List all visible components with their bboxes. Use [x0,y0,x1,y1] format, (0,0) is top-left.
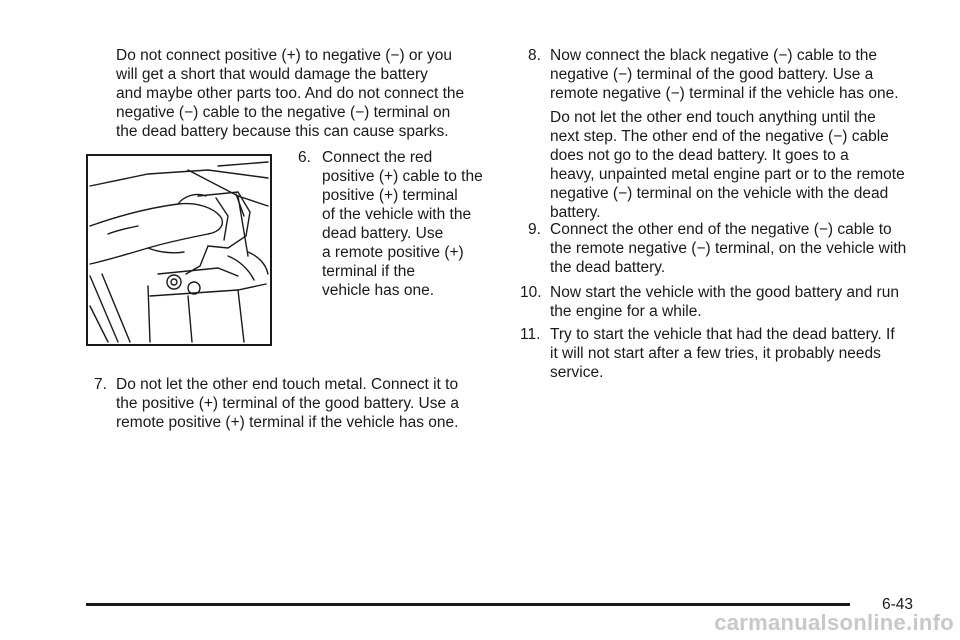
step-text [550,220,928,277]
battery-cable-connection-icon [88,156,270,344]
step-line: the dead battery. [550,259,666,276]
intro-line: negative (−) cable to the negative (−) terminal on [116,104,451,121]
step-line: it will not start after a few tries, it probably needs [550,345,881,362]
intro-line: and maybe other parts too. And do not connect the [116,85,465,102]
step-text [322,148,498,300]
step-8-note [550,108,930,222]
step-line: Now connect the black negative (−) cable to the [550,47,877,64]
note-line: Do not let the other end touch anything until the [550,109,876,126]
note-line: negative (−) terminal on the vehicle with the dead [550,185,889,202]
step-line: Connect the red [322,149,433,166]
step-text [550,46,928,103]
step-number: 11. [520,326,541,343]
step-number: 10. [520,284,542,301]
footer-rule [86,603,850,606]
step-line: Do not let the other end touch metal. Connect it to [116,376,459,393]
step-text [550,283,930,321]
step-number: 6. [298,149,311,166]
note-line: heavy, unpainted metal engine part or to the remote [550,166,905,183]
step-line: positive (+) cable to the [322,168,483,185]
step-line: of the vehicle with the [322,206,472,223]
intro-line: the dead battery because this can cause sparks. [116,123,449,140]
intro-paragraph [116,46,496,141]
step-line: the remote negative (−) terminal, on the vehicle with [550,240,907,257]
step-number: 7. [94,376,107,393]
step-line: positive (+) terminal [322,187,458,204]
step-line: the positive (+) terminal of the good battery. Use a [116,395,460,412]
step-text [550,325,930,382]
step-text [116,375,494,432]
step-line: Connect the other end of the negative (−) cable to [550,221,892,238]
intro-line: Do not connect positive (+) to negative (−) or you [116,47,453,64]
step-line: Now start the vehicle with the good battery and run [550,284,899,301]
step-line: remote negative (−) terminal if the vehicle has one. [550,85,899,102]
step-line: the engine for a while. [550,303,702,320]
battery-illustration [86,154,272,346]
step-line: terminal if the [322,263,416,280]
step-line: dead battery. Use [322,225,444,242]
watermark: carmanualsonline.info [714,610,954,635]
note-line: does not go to the dead battery. It goes to a [550,147,849,164]
page-number: 6-43 [882,596,914,613]
step-line: Try to start the vehicle that had the dead battery. If [550,326,895,343]
step-line: a remote positive (+) [322,244,464,261]
note-line: next step. The other end of the negative (−) cable [550,128,889,145]
note-line: battery. [550,204,601,221]
step-line: negative (−) terminal of the good battery. Use a [550,66,874,83]
step-number: 9. [528,221,541,238]
step-line: vehicle has one. [322,282,435,299]
step-number: 8. [528,47,541,64]
intro-line: will get a short that would damage the battery [116,66,428,83]
step-line: service. [550,364,604,381]
step-line: remote positive (+) terminal if the vehicle has one. [116,414,459,431]
